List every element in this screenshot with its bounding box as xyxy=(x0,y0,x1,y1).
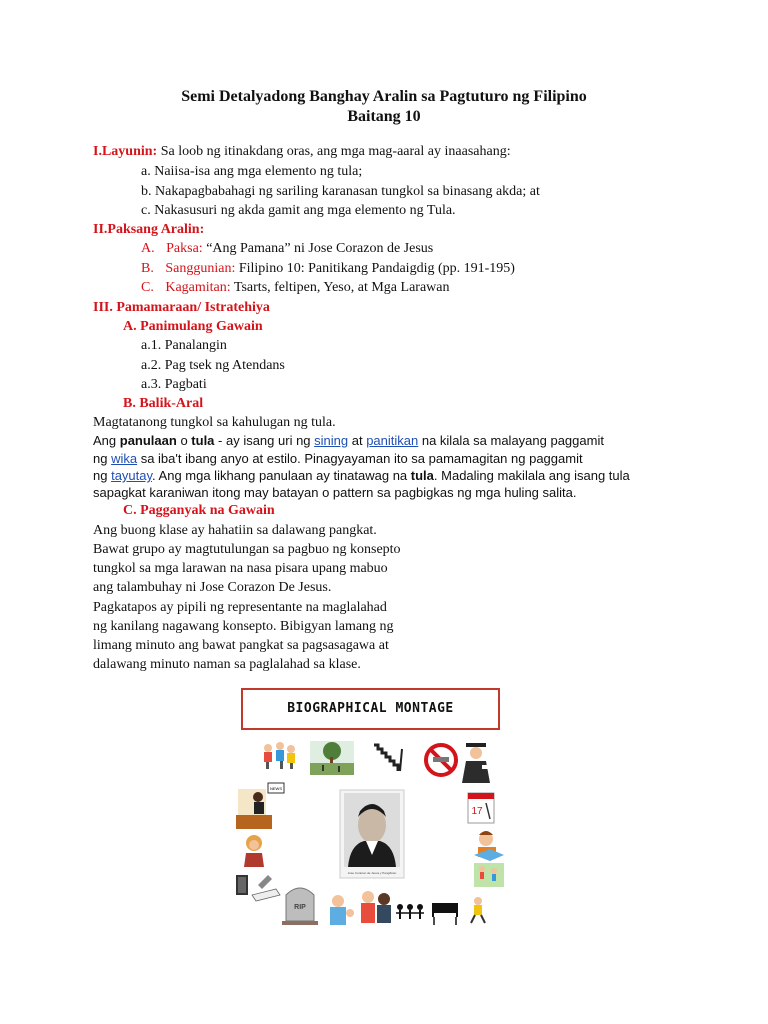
item-value: “Ang Pamana” ni Jose Corazon de Jesus xyxy=(202,241,434,256)
children-icon xyxy=(264,742,295,769)
link-wika[interactable]: wika xyxy=(111,451,138,466)
pagganyak-line: dalawang minuto naman sa paglalahad sa klase. xyxy=(93,657,361,672)
panimula-item: a.1. Panalangin xyxy=(141,338,227,353)
text: Ang xyxy=(93,433,120,448)
layunin-item: b. Nakapagbabahagi ng sariling karanasan tungkol sa binasang akda; at xyxy=(141,184,540,199)
item-marker: A. xyxy=(141,241,155,256)
text: . Madaling makilala ang isang tula xyxy=(433,468,630,483)
paksa-item xyxy=(141,240,433,258)
grade-level: Baitang 10 xyxy=(347,108,421,125)
text: . Ang mga likhang panulaan ay tinatawag na xyxy=(152,468,411,483)
term-tula: tula xyxy=(191,433,215,448)
panimula-item: a.3. Pagbati xyxy=(141,377,207,392)
doctor-icon xyxy=(330,895,354,925)
text: - ay isang uri ng xyxy=(214,433,315,448)
text: ng xyxy=(93,468,112,483)
portrait-photo xyxy=(340,790,404,878)
definition-line xyxy=(93,450,583,468)
link-sining[interactable]: sining xyxy=(314,433,349,448)
pagganyak-heading: C. Pagganyak na Gawain xyxy=(123,503,275,518)
text: o xyxy=(176,433,192,448)
sanggunian-item xyxy=(141,260,515,278)
panimula-heading: A. Panimulang Gawain xyxy=(123,319,263,334)
pagganyak-line: limang minuto ang bawat pangkat sa pagsasagawa at xyxy=(93,638,389,653)
biographical-montage xyxy=(228,735,514,933)
family-icon xyxy=(361,891,391,923)
montage-title-box: BIOGRAPHICAL MONTAGE xyxy=(241,688,500,730)
document-title: Semi Detalyadong Banghay Aralin sa Pagtuturo ng Filipino xyxy=(181,88,587,105)
graduate-icon xyxy=(462,743,490,783)
balik-aral-intro: Magtatanong tungkol sa kahulugan ng tula. xyxy=(93,415,336,430)
pagganyak-line: ang talambuhay ni Jose Corazon De Jesus. xyxy=(93,580,332,595)
kagamitan-item xyxy=(141,279,449,297)
news-reader-icon xyxy=(236,783,284,829)
landscape-icon xyxy=(310,741,354,775)
prohibition-sign-icon xyxy=(426,745,456,775)
rip-label: RIP xyxy=(294,904,306,911)
pagganyak-line: tungkol sa mga larawan na nasa pisara upang mabuo xyxy=(93,561,388,576)
woman-icon xyxy=(244,835,264,867)
link-tayutay[interactable]: tayutay xyxy=(111,468,153,483)
text: ng xyxy=(93,451,112,466)
definition-line xyxy=(93,432,604,450)
item-marker: C. xyxy=(141,280,154,295)
item-marker: B. xyxy=(141,261,154,276)
calendar-number: 17 xyxy=(471,806,483,817)
calendar-icon xyxy=(468,793,494,823)
term-tula: tula xyxy=(410,468,434,483)
pamamaraan-heading: III. Pamamaraan/ Istratehiya xyxy=(93,300,270,315)
books-icon xyxy=(236,875,280,901)
text: sa iba't ibang anyo at estilo. Pinagyayaman ito sa pamamagitan ng paggamit xyxy=(137,451,583,466)
pagganyak-line: Bawat grupo ay magtutulungan sa pagbuo ng konsepto xyxy=(93,542,401,557)
item-label: Kagamitan: xyxy=(165,280,231,295)
text: na kilala sa malayang paggamit xyxy=(418,433,604,448)
item-label: Paksa: xyxy=(166,241,203,256)
running-kid-icon xyxy=(471,897,485,923)
boy-reading-icon xyxy=(474,831,504,861)
children-line-icon xyxy=(396,904,424,919)
pagganyak-line: ng kanilang nagawang konsepto. Bibigyan lamang ng xyxy=(93,619,394,634)
link-panitikan[interactable]: panitikan xyxy=(366,433,419,448)
panimula-item: a.2. Pag tsek ng Atendans xyxy=(141,358,285,373)
item-value: Tsarts, feltipen, Yeso, at Mga Larawan xyxy=(230,280,450,295)
definition-line: sapagkat karaniwan itong may batayan o pattern sa pagbigkas ng mga huling salita. xyxy=(93,485,577,500)
layunin-intro: Sa loob ng itinakdang oras, ang mga mag-aaral ay inaasahang: xyxy=(157,144,511,159)
kids-playing-icon xyxy=(474,863,504,887)
tombstone-icon xyxy=(282,888,318,925)
pagganyak-line: Ang buong klase ay hahatiin sa dalawang pangkat. xyxy=(93,523,377,538)
text: at xyxy=(348,433,367,448)
layunin-heading: I.Layunin: xyxy=(93,144,158,159)
term-panulaan: panulaan xyxy=(119,433,177,448)
layunin-item: c. Nakasusuri ng akda gamit ang mga elemento ng Tula. xyxy=(141,203,456,218)
portrait-caption: Jose Corazon de Jesus y Pangilinan xyxy=(347,871,397,875)
definition-line xyxy=(93,467,630,485)
layunin-item: a. Naiisa-isa ang mga elemento ng tula; xyxy=(141,164,363,179)
stairs-icon xyxy=(374,745,402,771)
item-label: Sanggunian: xyxy=(165,261,236,276)
balik-aral-heading: B. Balik-Aral xyxy=(123,396,204,411)
piano-icon xyxy=(432,903,458,925)
paksang-aralin-heading: II.Paksang Aralin: xyxy=(93,222,205,237)
pagganyak-line: Pagkatapos ay pipili ng representante na maglalahad xyxy=(93,600,387,615)
item-value: Filipino 10: Panitikang Pandaigdig (pp. 191-195) xyxy=(235,261,515,276)
layunin-line xyxy=(93,143,511,161)
news-label: NEWS xyxy=(270,786,282,791)
